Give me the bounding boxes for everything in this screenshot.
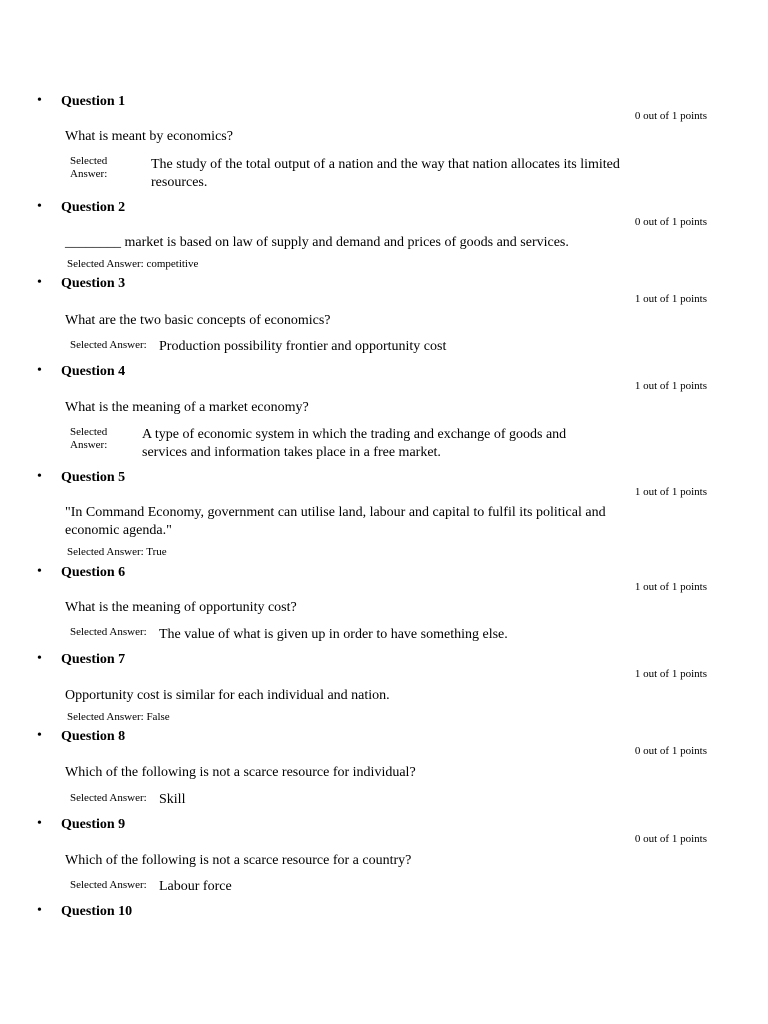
- selected-answer-label: Selected Answer:: [70, 792, 147, 804]
- question-title: Question 1: [61, 94, 126, 109]
- bullet-icon: •: [37, 816, 42, 831]
- question-text: ________ market is based on law of supply and demand and prices of goods and services.: [65, 235, 569, 250]
- question-points: 0 out of 1 points: [634, 833, 707, 845]
- question-text: What are the two basic concepts of economics?: [65, 313, 331, 328]
- selected-answer: The value of what is given up in order to have something else.: [159, 627, 508, 642]
- question-points: 0 out of 1 points: [634, 216, 707, 228]
- bullet-icon: •: [37, 199, 42, 214]
- question-points: 1 out of 1 points: [634, 581, 707, 593]
- selected-answer: competitive: [146, 258, 199, 270]
- question-title: Question 4: [61, 364, 126, 379]
- question-title: Question 9: [61, 817, 126, 832]
- selected-answer: True: [146, 546, 167, 558]
- question-title: Question 10: [61, 904, 133, 919]
- selected-answer: Production possibility frontier and opportunity cost: [159, 339, 447, 354]
- question-title: Question 3: [61, 276, 126, 291]
- question-title: Question 2: [61, 200, 126, 215]
- bullet-icon: •: [37, 93, 42, 108]
- selected-answer-row: [67, 258, 198, 271]
- selected-answer: Skill: [159, 792, 186, 807]
- question-text: What is the meaning of a market economy?: [65, 400, 309, 415]
- question-text: Which of the following is not a scarce resource for a country?: [65, 853, 412, 868]
- selected-answer-label: Selected Answer:: [67, 711, 144, 723]
- question-text: Opportunity cost is similar for each individual and nation.: [65, 688, 390, 703]
- selected-answer-label: Selected Answer:: [70, 879, 147, 891]
- selected-answer-label: Selected Answer:: [67, 546, 144, 558]
- selected-answer: False: [146, 711, 170, 723]
- selected-answer-label: Selected Answer:: [70, 339, 147, 351]
- question-points: 0 out of 1 points: [634, 745, 707, 757]
- question-text: "In Command Economy, government can utilise land, labour and capital to fulfil its political and economic agenda.": [65, 505, 606, 538]
- selected-answer-row: [67, 546, 167, 559]
- question-text: What is the meaning of opportunity cost?: [65, 600, 297, 615]
- question-text: Which of the following is not a scarce resource for individual?: [65, 765, 416, 780]
- selected-answer: The study of the total output of a nation and the way that nation allocates its limited resources.: [151, 157, 620, 190]
- question-points: 1 out of 1 points: [634, 293, 707, 305]
- selected-answer: A type of economic system in which the trading and exchange of goods and services and information takes place in a free market.: [142, 427, 567, 460]
- question-points: 1 out of 1 points: [634, 486, 707, 498]
- question-title: Question 6: [61, 565, 126, 580]
- question-title: Question 7: [61, 652, 126, 667]
- bullet-icon: •: [37, 363, 42, 378]
- selected-answer-label: Selected Answer:: [70, 426, 108, 451]
- selected-answer-label: Selected Answer:: [67, 258, 144, 270]
- selected-answer-label: Selected Answer:: [70, 155, 108, 180]
- question-points: 1 out of 1 points: [634, 380, 707, 392]
- question-title: Question 8: [61, 729, 126, 744]
- bullet-icon: •: [37, 564, 42, 579]
- bullet-icon: •: [37, 469, 42, 484]
- bullet-icon: •: [37, 651, 42, 666]
- question-title: Question 5: [61, 470, 126, 485]
- question-points: 0 out of 1 points: [634, 110, 707, 122]
- question-points: 1 out of 1 points: [634, 668, 707, 680]
- bullet-icon: •: [37, 728, 42, 743]
- selected-answer: Labour force: [159, 879, 232, 894]
- bullet-icon: •: [37, 275, 42, 290]
- question-text: What is meant by economics?: [65, 129, 233, 144]
- bullet-icon: •: [37, 903, 42, 918]
- selected-answer-label: Selected Answer:: [70, 626, 147, 638]
- selected-answer-row: [67, 711, 170, 724]
